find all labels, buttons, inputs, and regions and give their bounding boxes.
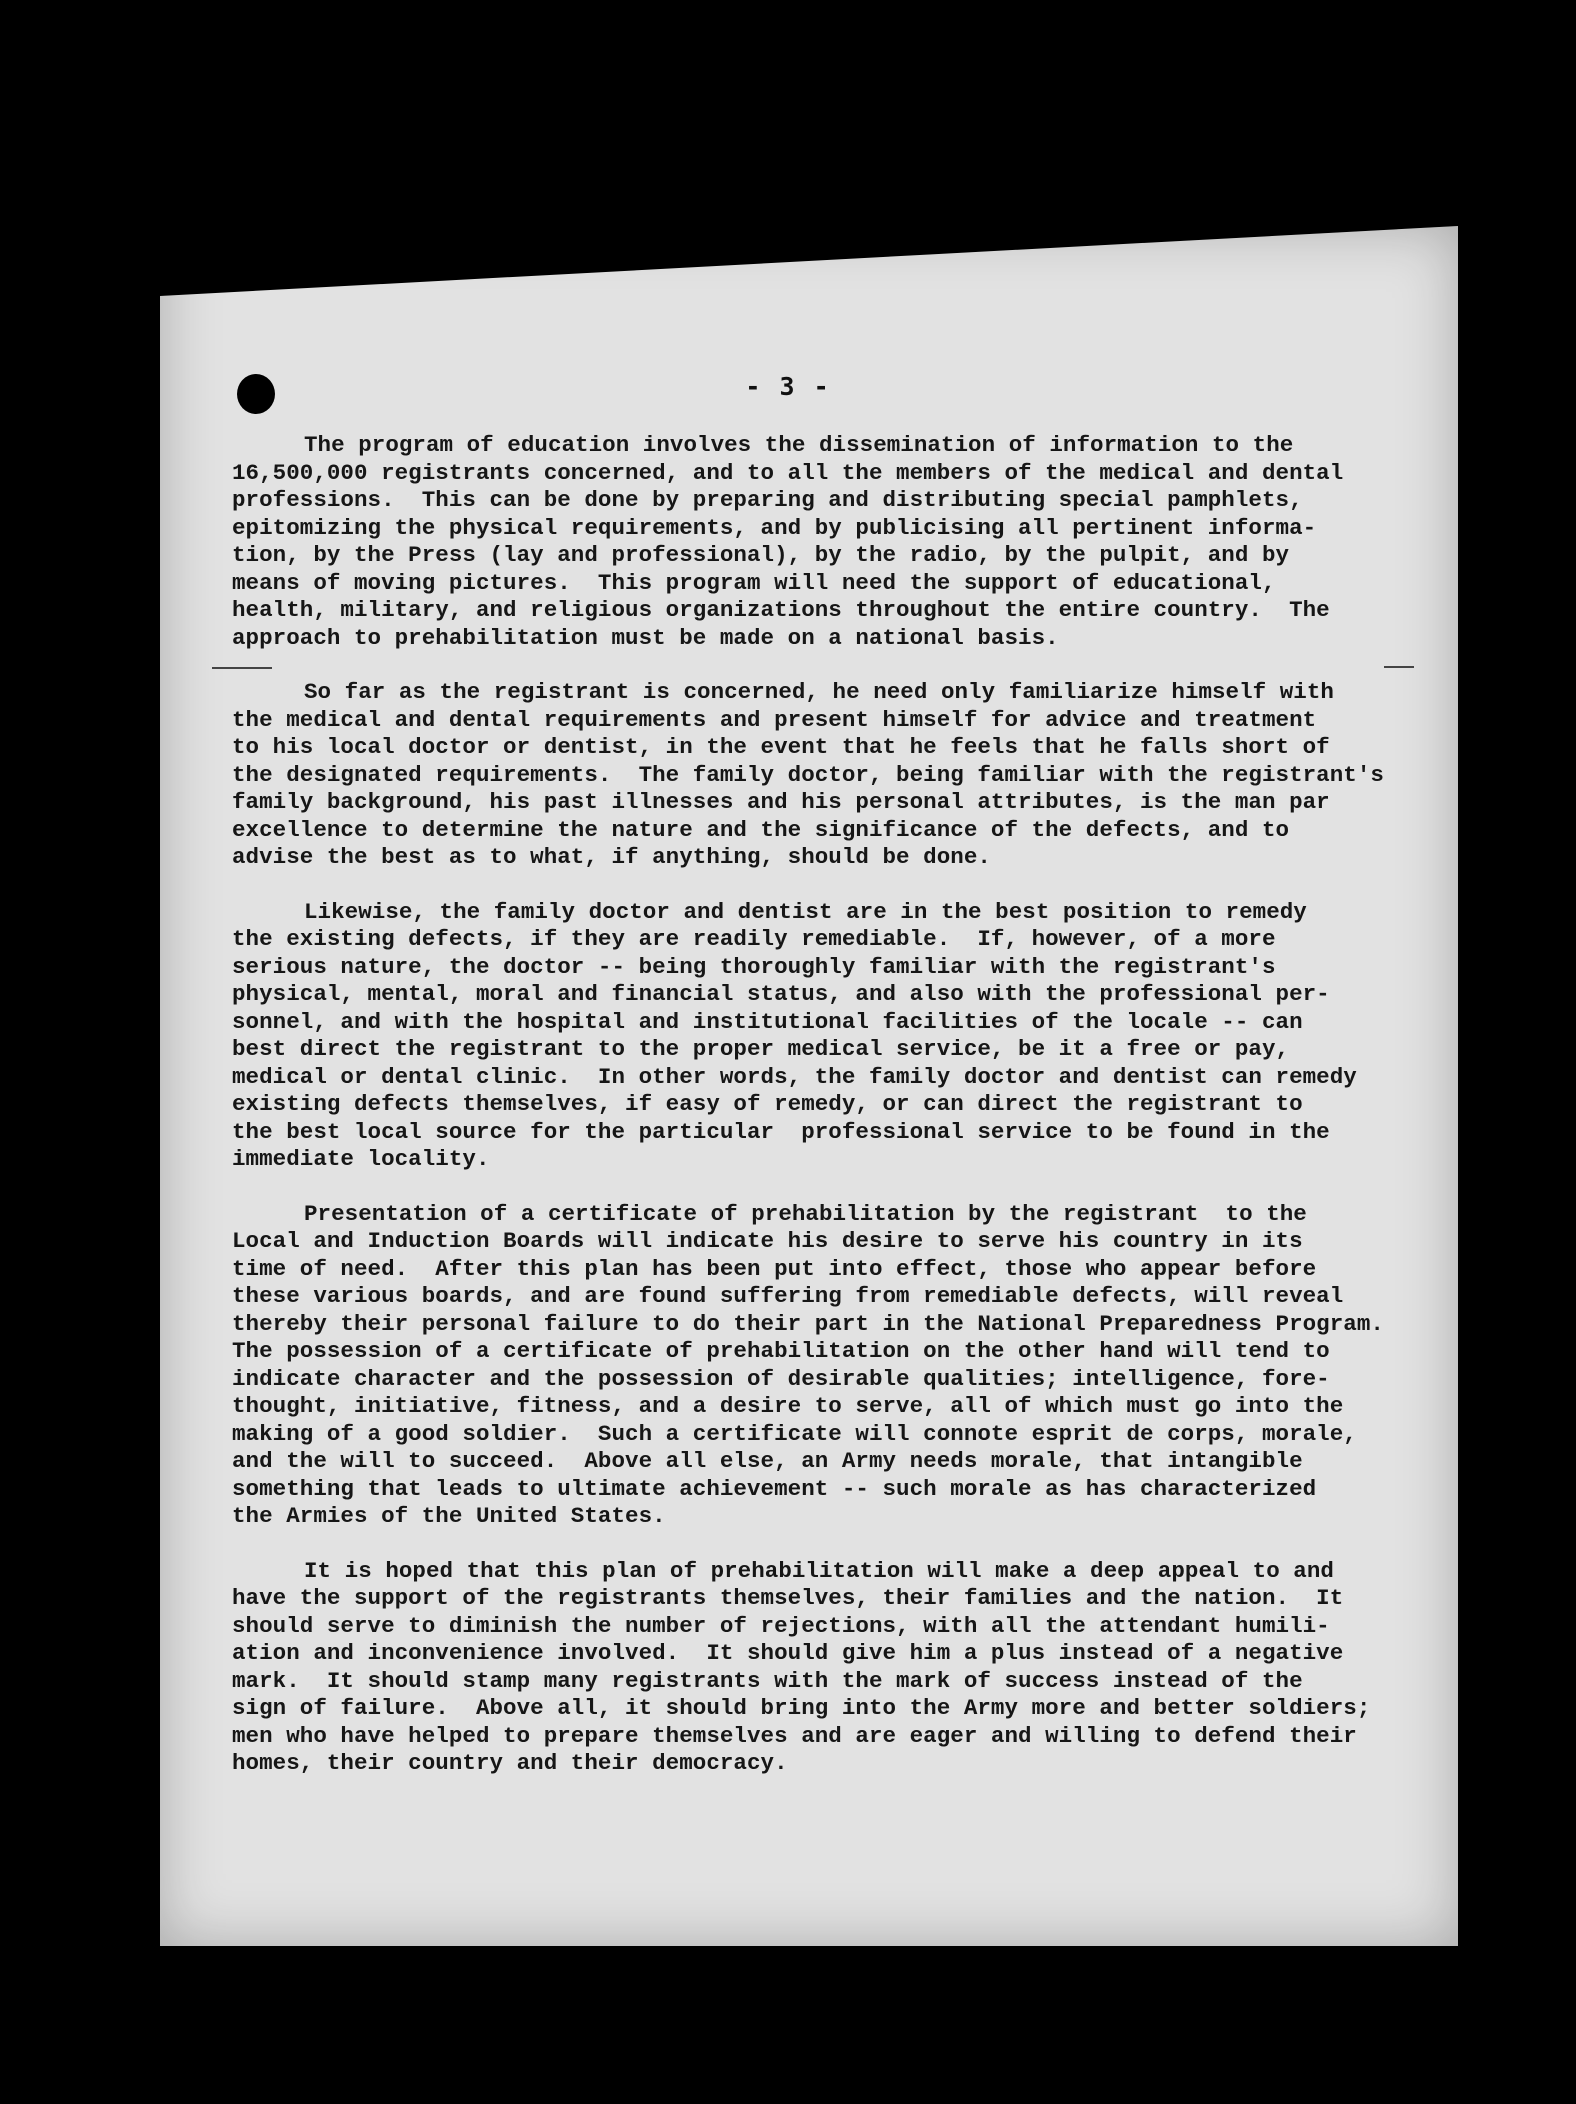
text-line: immediate locality. bbox=[232, 1146, 490, 1172]
text-line: best direct the registrant to the proper medical service, be it a free or pay, bbox=[232, 1036, 1290, 1062]
text-line: Local and Induction Boards will indicate his desire to serve his country in its bbox=[232, 1228, 1303, 1254]
body-text bbox=[232, 432, 1384, 1805]
text-line: ation and inconvenience involved. It should give him a plus instead of a negative bbox=[232, 1640, 1344, 1666]
text-line: to his local doctor or dentist, in the event that he feels that he falls short of bbox=[232, 734, 1330, 760]
text-line: approach to prehabilitation must be made on a national basis. bbox=[232, 624, 1059, 651]
text-line: mark. It should stamp many registrants with the mark of success instead of the bbox=[232, 1667, 1303, 1694]
text-line: something that leads to ultimate achievement -- such morale as has characterized bbox=[232, 1475, 1317, 1502]
text-line: the Armies of the United States. bbox=[232, 1503, 666, 1529]
page-number: - 3 - bbox=[745, 372, 831, 401]
text-line: Presentation of a certificate of prehabilitation by the registrant to the bbox=[304, 1200, 1307, 1227]
text-line: indicate character and the possession of desirable qualities; intelligence, fore- bbox=[232, 1365, 1330, 1392]
text-line: sonnel, and with the hospital and institutional facilities of the locale -- can bbox=[232, 1008, 1303, 1035]
text-line: advise the best as to what, if anything, should be done. bbox=[232, 844, 991, 870]
text-line: existing defects themselves, if easy of remedy, or can direct the registrant to bbox=[232, 1091, 1303, 1117]
paragraph bbox=[232, 899, 1362, 1174]
text-line: should serve to diminish the number of rejections, with all the attendant humili- bbox=[232, 1612, 1330, 1639]
text-line: time of need. After this plan has been put into effect, those who appear before bbox=[232, 1255, 1317, 1282]
text-line: medical or dental clinic. In other words, the family doctor and dentist can remedy bbox=[232, 1063, 1357, 1090]
text-line: epitomizing the physical requirements, and by publicising all pertinent informa- bbox=[232, 514, 1317, 541]
margin-mark-right bbox=[1384, 666, 1414, 668]
text-line: The possession of a certificate of prehabilitation on the other hand will tend to bbox=[232, 1338, 1330, 1364]
text-line: It is hoped that this plan of prehabilitation will make a deep appeal to and bbox=[304, 1557, 1334, 1584]
text-line: the existing defects, if they are readily remediable. If, however, of a more bbox=[232, 926, 1276, 952]
text-line: So far as the registrant is concerned, he need only familiarize himself with bbox=[304, 679, 1334, 705]
text-line: thereby their personal failure to do their part in the National Preparedness Program. bbox=[232, 1310, 1384, 1337]
text-line: The program of education involves the dissemination of information to the bbox=[304, 432, 1294, 458]
text-line: means of moving pictures. This program will need the support of educational, bbox=[232, 569, 1276, 596]
text-line: thought, initiative, fitness, and a desire to serve, all of which must go into the bbox=[232, 1393, 1344, 1419]
text-line: physical, mental, moral and financial status, and also with the professional per- bbox=[232, 981, 1330, 1007]
text-line: making of a good soldier. Such a certificate will connote esprit de corps, morale, bbox=[232, 1420, 1357, 1447]
paragraph bbox=[232, 1557, 1371, 1778]
text-line: health, military, and religious organizations throughout the entire country. The bbox=[232, 597, 1330, 623]
paragraph bbox=[232, 1200, 1384, 1531]
text-line: the designated requirements. The family doctor, being familiar with the registrant's bbox=[232, 761, 1384, 788]
text-line: 16,500,000 registrants concerned, and to all the members of the medical and dental bbox=[232, 459, 1344, 486]
text-line: these various boards, and are found suffering from remediable defects, will reveal bbox=[232, 1283, 1344, 1309]
text-line: Likewise, the family doctor and dentist are in the best position to remedy bbox=[304, 898, 1307, 925]
text-line: family background, his past illnesses and his personal attributes, is the man par bbox=[232, 789, 1330, 815]
text-line: men who have helped to prepare themselves and are eager and willing to defend their bbox=[232, 1722, 1357, 1749]
text-line: and the will to succeed. Above all else, an Army needs morale, that intangible bbox=[232, 1448, 1303, 1474]
text-line: serious nature, the doctor -- being thoroughly familiar with the registrant's bbox=[232, 953, 1276, 980]
paragraph bbox=[232, 432, 1362, 652]
text-line: sign of failure. Above all, it should bring into the Army more and better soldiers; bbox=[232, 1695, 1371, 1721]
text-line: the best local source for the particular professional service to be found in the bbox=[232, 1118, 1330, 1145]
text-line: excellence to determine the nature and the significance of the defects, and to bbox=[232, 816, 1290, 843]
text-line: tion, by the Press (lay and professional), by the radio, by the pulpit, and by bbox=[232, 542, 1290, 568]
text-line: have the support of the registrants themselves, their families and the nation. It bbox=[232, 1585, 1344, 1611]
text-line: homes, their country and their democracy. bbox=[232, 1750, 788, 1776]
text-line: professions. This can be done by preparing and distributing special pamphlets, bbox=[232, 487, 1303, 513]
text-line: the medical and dental requirements and present himself for advice and treatment bbox=[232, 706, 1317, 733]
paragraph bbox=[232, 679, 1384, 872]
